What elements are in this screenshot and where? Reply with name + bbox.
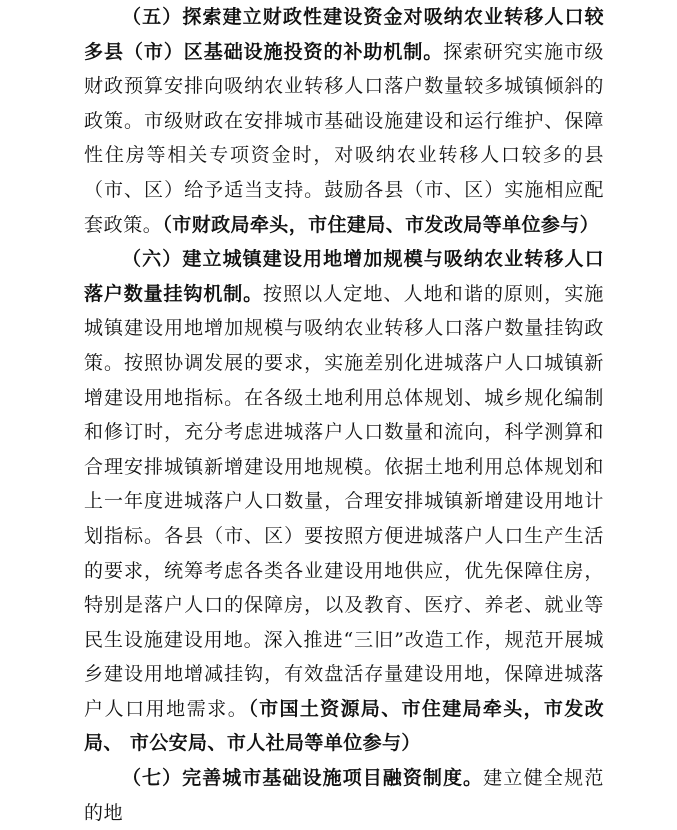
paragraph-6-lead-units: （市国土资源局、市住建局牵头，市发改局、 市公安局、市人社局等单位参与） [84,697,604,755]
paragraph-5-heading: （五）探索建立财政性建设资金对吸纳农业转移人口较多县（市）区基础设施投资的补助机制。 [84,6,604,63]
paragraph-7-heading: （七）完善城市基础设施项目融资制度。 [122,767,484,790]
paragraph-5-lead-units: （市财政局牵头，市住建局、市发改局等单位参与） [162,213,600,236]
paragraph-5 [84,0,604,242]
paragraph-7 [84,761,604,830]
paragraph-6-body: 按照以人定地、人地和谐的原则，实施城镇建设用地增加规模与吸纳农业转移人口落户数量挂钩政策。按照协调发展的要求，实施差别化进城落户人口城镇新增建设用地指标。在各级土地利用总体规划、城乡规化编制和修订时，充分考虑进城落户人口数量和流向，科学测算和合理安排城镇新增建设用地规模。依据土地利用总体规划和上一年度进城落户人口数量，合理安排城镇新增建设用地计划指标。各县（市、区）要按照方便进城落户人口生产生活的要求，统筹考虑各类各业建设用地供应，优先保障住房，特别是落户人口的保障房，以及教育、医疗、养老、就业等民生设施建设用地。深入推进“三旧”改造工作，规范开展城乡建设用地增减挂钩，有效盘活存量建设用地，保障进城落户人口用地需求。 [84,282,605,720]
paragraph-6-heading: （六）建立城镇建设用地增加规模与吸纳农业转移人口落户数量挂钩机制。 [84,248,604,305]
paragraph-6 [84,242,604,761]
paragraph-5-body: 探索研究实施市级财政预算安排向吸纳农业转移人口落户数量较多城镇倾斜的政策。市级财政在安排城市基础设施建设和运行维护、保障性住房等相关专项资金时，对吸纳农业转移人口较多的县（市、区）给予适当支持。鼓励各县（市、区）实施相应配套政策。 [84,40,604,236]
paragraph-7-body: 建立健全规范的地 [84,767,604,824]
document-page [84,0,604,830]
